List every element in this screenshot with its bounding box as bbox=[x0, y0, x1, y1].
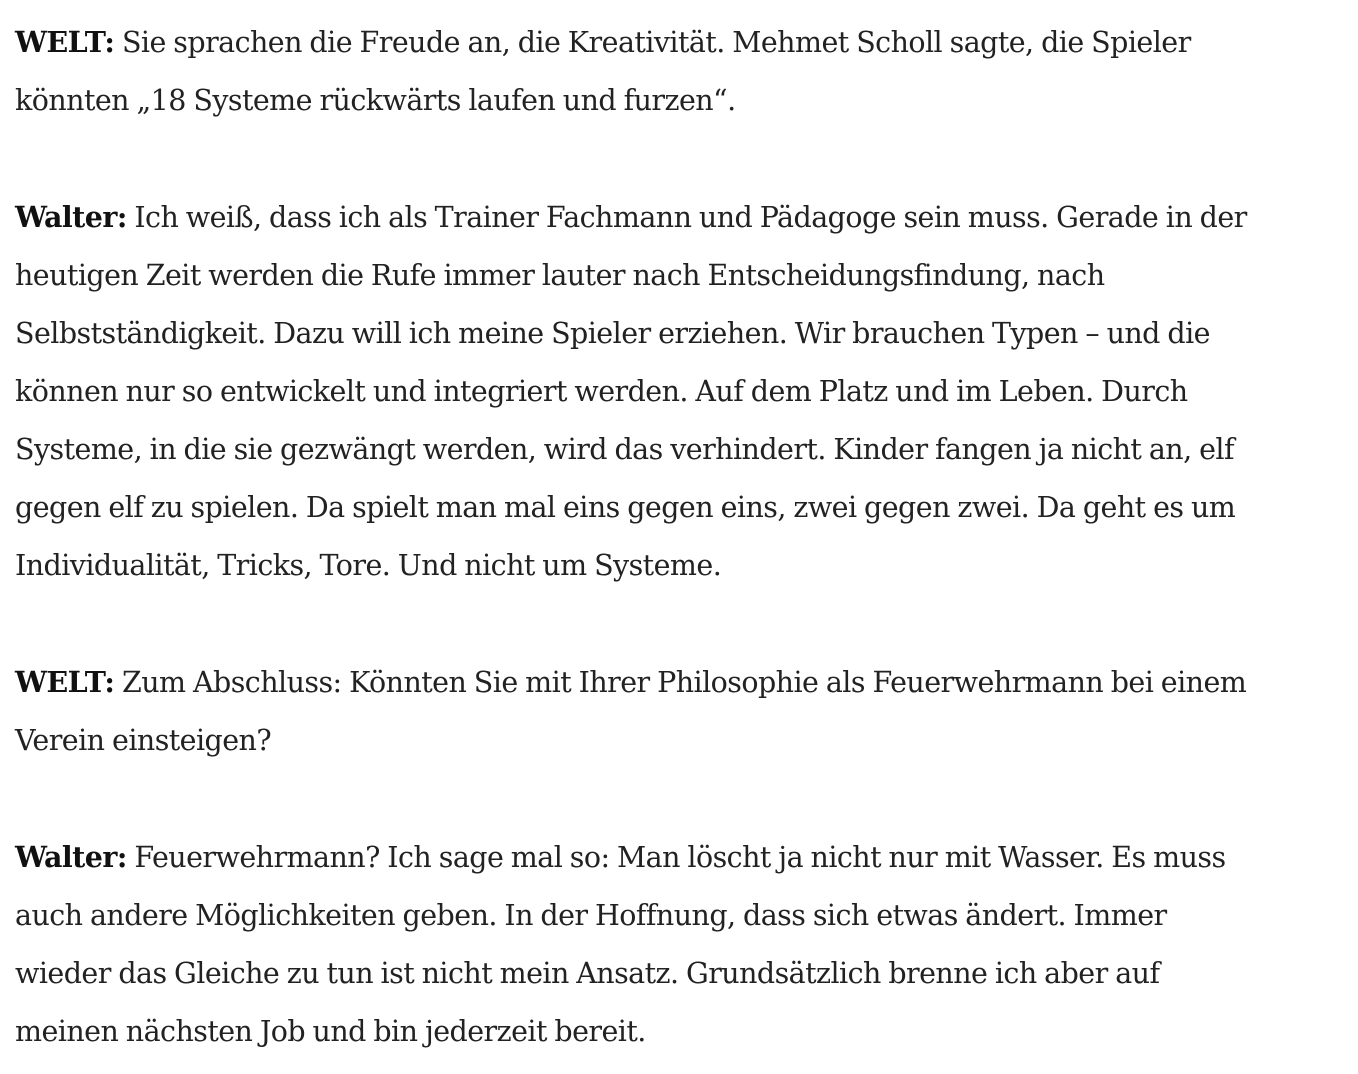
speaker-label: Walter: bbox=[15, 200, 127, 234]
paragraph-text: Zum Abschluss: Könnten Sie mit Ihrer Philosophie als Feuerwehrmann bei einem Verein einsteigen? bbox=[15, 666, 1247, 757]
paragraph-text: Sie sprachen die Freude an, die Kreativität. Mehmet Scholl sagte, die Spieler könnten „18 Systeme rückwärts laufen und furzen“. bbox=[15, 26, 1191, 117]
paragraph-text: Feuerwehrmann? Ich sage mal so: Man löscht ja nicht nur mit Wasser. Es muss auch andere Möglichkeiten geben. In der Hoffnung, dass sich etwas ändert. Immer wieder das Gleiche zu tun ist nicht mein Ansatz. Grundsätzlich brenne ich aber auf meinen nächsten Job und bin jederzeit bereit. bbox=[15, 841, 1226, 1048]
paragraph-text: Ich weiß, dass ich als Trainer Fachmann und Pädagoge sein muss. Gerade in der heutigen Zeit werden die Rufe immer lauter nach Entscheidungsfindung, nach Selbstständigkeit. Dazu will ich meine Spieler erziehen. Wir brauchen Typen – und die können nur so entwickelt und integriert werden. Auf dem Platz und im Leben. Durch Systeme, in die sie gezwängt werden, wird das verhindert. Kinder fangen ja nicht an, elf gegen elf zu spielen. Da spielt man mal eins gegen eins, zwei gegen zwei. Da geht es um Individualität, Tricks, Tore. Und nicht um Systeme. bbox=[15, 201, 1247, 582]
speaker-label: Walter: bbox=[15, 840, 127, 874]
speaker-label: WELT: bbox=[15, 25, 115, 59]
interview-paragraph bbox=[15, 13, 1255, 130]
speaker-label: WELT: bbox=[15, 665, 115, 699]
article-body bbox=[15, 13, 1255, 1061]
interview-paragraph bbox=[15, 188, 1255, 595]
interview-paragraph bbox=[15, 653, 1255, 770]
interview-paragraph bbox=[15, 828, 1255, 1061]
